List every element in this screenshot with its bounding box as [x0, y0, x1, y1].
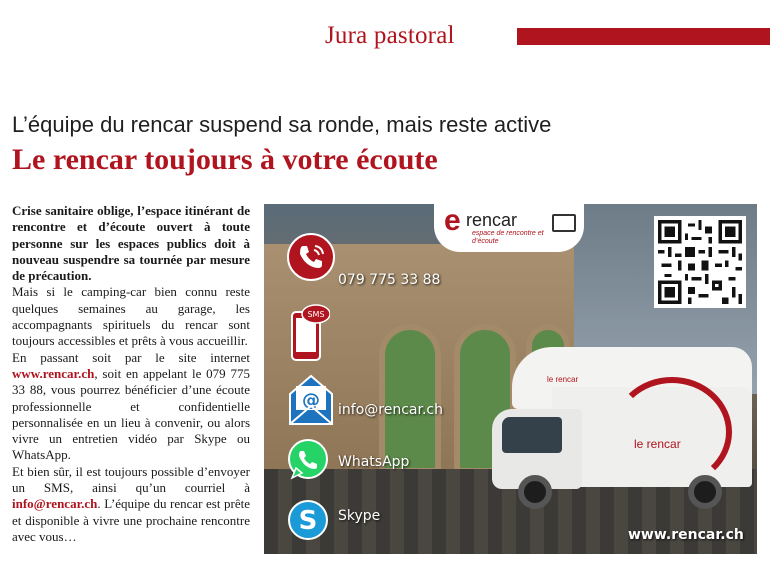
camper-swirl-decoration: [612, 377, 732, 487]
svg-text:SMS: SMS: [307, 310, 325, 319]
section-bar: [517, 28, 770, 45]
svg-text:@: @: [302, 390, 320, 411]
rencar-advertisement: [264, 204, 757, 554]
svg-text:S: S: [298, 506, 318, 536]
paragraph-text: En passant soit par le site internet: [12, 349, 250, 365]
camper-brand-text: le rencar: [547, 375, 579, 384]
skype-label[interactable]: Skype: [338, 508, 381, 524]
website-link[interactable]: www.rencar.ch: [12, 365, 95, 381]
camper-windshield: [502, 417, 562, 453]
computer-icon: [552, 214, 576, 232]
camper-wheel: [518, 475, 552, 509]
camper-van-image: [492, 347, 754, 517]
skype-icon[interactable]: [286, 498, 330, 542]
rencar-logo: [434, 204, 584, 252]
shop-arch: [379, 324, 441, 474]
section-title: Jura pastoral: [325, 22, 455, 49]
paragraph-text: . L’équipe du rencar est prête et disponible à vivre une prochaine rencontre avec vous…: [12, 496, 250, 544]
email-address[interactable]: info@rencar.ch: [338, 402, 443, 418]
camper-brand-text: le rencar: [634, 437, 681, 451]
article-headline: Le rencar toujours à votre écoute: [12, 143, 438, 176]
article-paragraph-1: Mais si le camping-car bien connu reste quelques semaines au garage, les accompagnants spirituels du rencar sont toujours accessibles et prêts à vous accueillir.: [12, 284, 250, 349]
camper-wheel: [688, 475, 722, 509]
section-header: [0, 22, 770, 52]
qr-code[interactable]: [654, 216, 746, 308]
logo-tagline: espace de rencontre et d’écoute: [472, 230, 544, 245]
logo-name: rencar: [466, 210, 518, 230]
sms-icon[interactable]: [286, 302, 330, 364]
article-body: [12, 203, 250, 545]
website-url[interactable]: www.rencar.ch: [628, 527, 744, 543]
article-paragraph-2: [12, 350, 250, 464]
article-paragraph-3: [12, 464, 250, 545]
whatsapp-label[interactable]: WhatsApp: [338, 454, 410, 470]
logo-letter: e: [444, 204, 461, 237]
mail-icon[interactable]: [286, 372, 336, 428]
phone-icon[interactable]: [286, 232, 336, 282]
phone-number[interactable]: 079 775 33 88: [338, 272, 441, 288]
paragraph-text: Et bien sûr, il est toujours possible d’envoyer un SMS, ainsi qu’un courriel à: [12, 463, 250, 496]
paragraph-text: , soit en appelant le 079 775 33 88, vous pourrez bénéficier d’une écoute professionnelle et confidentielle personnalisée en un lieu à convenir, ou alors vivre un entretien vidéo par Skype ou WhatsApp.: [12, 365, 250, 463]
article-lead: Crise sanitaire oblige, l’espace itinérant de rencontre et d’écoute ouvert à toute personne sur les espaces publics doit à nouveau suspendre sa tournée par mesure de précaution.: [12, 203, 250, 284]
whatsapp-icon[interactable]: [286, 438, 330, 482]
article-subtitle: L’équipe du rencar suspend sa ronde, mais reste active: [12, 112, 552, 137]
email-link[interactable]: info@rencar.ch: [12, 496, 98, 512]
